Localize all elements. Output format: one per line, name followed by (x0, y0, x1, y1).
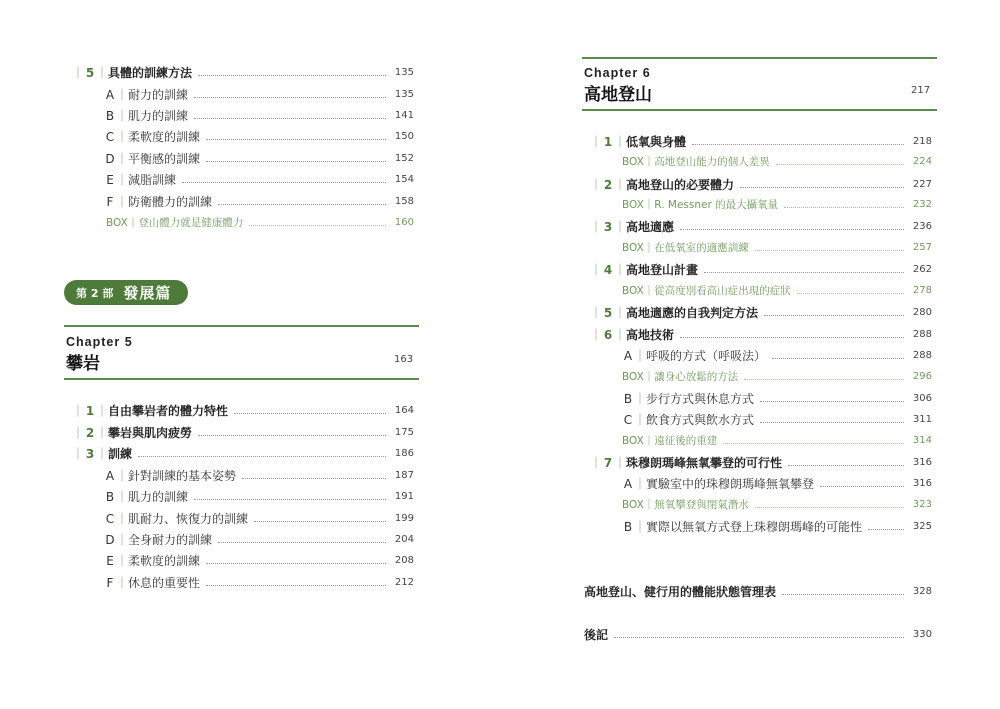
toc-box-entry[interactable]: BOX｜遠征後的重建 314 (622, 435, 932, 447)
toc-box-entry[interactable]: BOX｜無氧攀登與閉氣潛水 323 (622, 499, 932, 511)
toc-sub-entry[interactable]: A ｜ 耐力的訓練 135 (105, 88, 414, 102)
toc-sub-entry[interactable]: E ｜ 柔軟度的訓練 208 (106, 554, 414, 568)
toc-sub-entry[interactable]: F ｜ 防衛體力的訓練 158 (106, 195, 414, 209)
toc-entry[interactable]: ｜ 2 ｜ 高地登山的必要體力 227 (590, 178, 932, 192)
toc-extra-entry[interactable]: 後記 330 (584, 628, 932, 642)
toc-entry[interactable]: ｜ 7 ｜ 珠穆朗瑪峰無氧攀登的可行性 316 (590, 456, 932, 470)
toc-entry[interactable]: ｜ 3 ｜ 訓練 186 (72, 447, 414, 461)
toc-sub-entry[interactable]: E ｜ 減脂訓練 154 (106, 173, 414, 187)
toc-entry[interactable]: ｜ 3 ｜ 高地適應 236 (590, 220, 932, 234)
toc-entry[interactable]: ｜ 1 ｜ 自由攀岩者的體力特性 164 (72, 404, 414, 418)
toc-box-entry[interactable]: BOX｜登山體力就是健康體力 160 (106, 217, 414, 229)
chapter-rule (64, 378, 419, 380)
toc-sub-entry[interactable]: A ｜ 針對訓練的基本姿勢 187 (105, 469, 414, 483)
toc-sub-entry[interactable]: D ｜ 全身耐力的訓練 204 (105, 533, 414, 547)
toc-entry[interactable]: ｜ 2 ｜ 攀岩與肌肉疲勞 175 (72, 426, 414, 440)
toc-sub-entry[interactable]: D ｜ 平衡感的訓練 152 (105, 152, 414, 166)
chapter-rule (582, 109, 937, 111)
part-badge: 第 2 部 發展篇 (64, 280, 188, 305)
toc-sub-entry[interactable]: B ｜ 肌力的訓練 141 (105, 109, 414, 123)
toc-box-entry[interactable]: BOX｜高地登山能力的個人差異 224 (622, 156, 932, 168)
toc-sub-entry[interactable]: A ｜ 呼吸的方式（呼吸法） 288 (623, 349, 932, 363)
toc-entry[interactable]: ｜ 5 ｜ 高地適應的自我判定方法 280 (590, 306, 932, 320)
toc-sub-entry[interactable]: C ｜ 飲食方式與飲水方式 311 (623, 413, 932, 427)
toc-sub-entry[interactable]: B ｜ 實際以無氧方式登上珠穆朗瑪峰的可能性 325 (623, 520, 932, 534)
toc-box-entry[interactable]: BOX｜讓身心放鬆的方法 296 (622, 371, 932, 383)
toc-extra-entry[interactable]: 高地登山、健行用的體能狀態管理表 328 (584, 585, 932, 599)
toc-entry[interactable]: ｜ 5 ｜ 具體的訓練方法 135 (72, 66, 414, 80)
toc-sub-entry[interactable]: B ｜ 肌力的訓練 191 (105, 490, 414, 504)
chapter-rule (64, 325, 419, 327)
toc-entry[interactable]: ｜ 6 ｜ 高地技術 288 (590, 328, 932, 342)
chapter-title: 高地登山 (584, 85, 652, 105)
toc-entry[interactable]: ｜ 4 ｜ 高地登山計畫 262 (590, 263, 932, 277)
toc-box-entry[interactable]: BOX｜從高度別看高山症出現的症狀 278 (622, 285, 932, 297)
chapter-label: Chapter 5 (66, 335, 133, 349)
toc-sub-entry[interactable]: B ｜ 步行方式與休息方式 306 (623, 392, 932, 406)
chapter-page: 163 (394, 354, 414, 365)
toc-box-entry[interactable]: BOX｜在低氧室的適應訓練 257 (622, 242, 932, 254)
toc-sub-entry[interactable]: C ｜ 柔軟度的訓練 150 (105, 130, 414, 144)
toc-entry[interactable]: ｜ 1 ｜ 低氧與身體 218 (590, 135, 932, 149)
toc-sub-entry[interactable]: A ｜ 實驗室中的珠穆朗瑪峰無氧攀登 316 (623, 477, 932, 491)
toc-sub-entry[interactable]: F ｜ 休息的重要性 212 (106, 576, 414, 590)
chapter-rule (582, 57, 937, 59)
chapter-label: Chapter 6 (584, 66, 651, 80)
chapter-title: 攀岩 (66, 354, 100, 374)
toc-sub-entry[interactable]: C ｜ 肌耐力、恢復力的訓練 199 (105, 512, 414, 526)
toc-box-entry[interactable]: BOX｜R. Messner 的最大攝氧量 232 (622, 199, 932, 211)
chapter-page: 217 (911, 85, 931, 96)
